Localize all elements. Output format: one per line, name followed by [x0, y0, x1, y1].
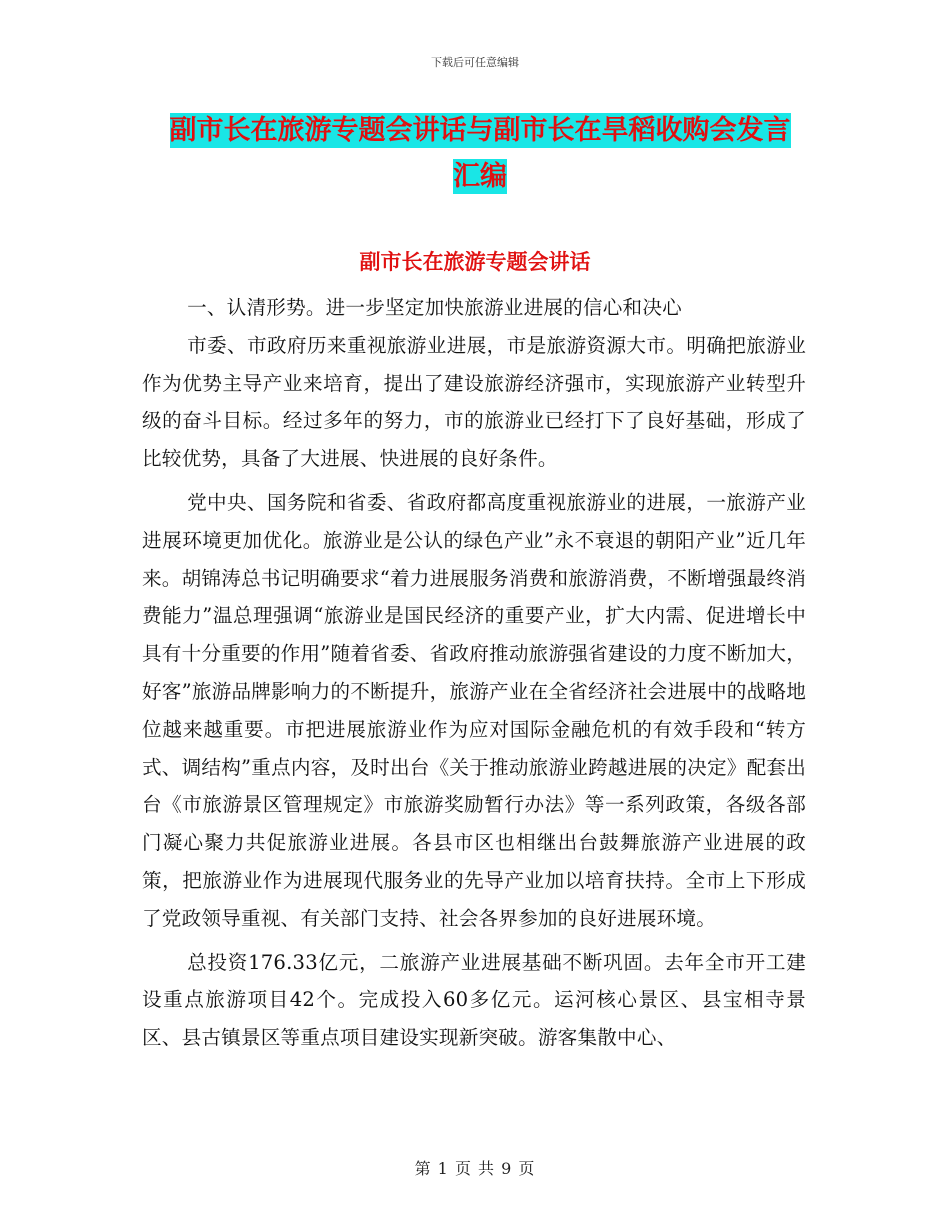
document-title-line-2: 汇编	[453, 161, 507, 192]
paragraph-heading: 一、认清形势。进一步坚定加快旅游业进展的信心和决心	[187, 296, 682, 319]
paragraph: 总投资176.33亿元，二旅游产业进展基础不断巩固。去年全市开工建设重点旅游项目42个。完成投入60多亿元。运河核心景区、县宝相寺景区、县古镇景区等重点项目建设实现新突破。游客集散中心、	[142, 950, 806, 1050]
page-footer: 第 1 页 共 9 页	[414, 1159, 536, 1178]
paragraph: 市委、市政府历来重视旅游业进展，市是旅游资源大市。明确把旅游业作为优势主导产业来培育，提出了建设旅游经济强市，实现旅游产业转型升级的奋斗目标。经过多年的努力，市的旅游业已经打下了良好基础，形成了比较优势，具备了大进展、快进展的良好条件。	[142, 333, 806, 471]
document-title	[150, 108, 810, 200]
section-title: 副市长在旅游专题会讲话	[359, 250, 591, 274]
header-note: 下载后可任意编辑	[431, 56, 519, 69]
document-title-line-1: 副市长在旅游专题会讲话与副市长在旱稻收购会发言	[169, 115, 791, 146]
paragraph: 党中央、国务院和省委、省政府都高度重视旅游业的进展，一旅游产业进展环境更加优化。旅游业是公认的绿色产业”永不衰退的朝阳产业”近几年来。胡锦涛总书记明确要求“着力进展服务消费和旅游消费，不断增强最终消费能力”温总理强调“旅游业是国民经济的重要产业，扩大内需、促进增长中具有十分重要的作用”随着省委、省政府推动旅游强省建设的力度不断加大，好客”旅游品牌影响力的不断提升，旅游产业在全省经济社会进展中的战略地位越来越重要。市把进展旅游业作为应对国际金融危机的有效手段和“转方式、调结构”重点内容，及时出台《关于推动旅游业跨越进展的决定》配套出台《市旅游景区管理规定》市旅游奖励暂行办法》等一系列政策，各级各部门凝心聚力共促旅游业进展。各县市区也相继出台鼓舞旅游产业进展的政策，把旅游业作为进展现代服务业的先导产业加以培育扶持。全市上下形成了党政领导重视、有关部门支持、社会各界参加的良好进展环境。	[142, 490, 806, 930]
body-text	[142, 289, 806, 1057]
